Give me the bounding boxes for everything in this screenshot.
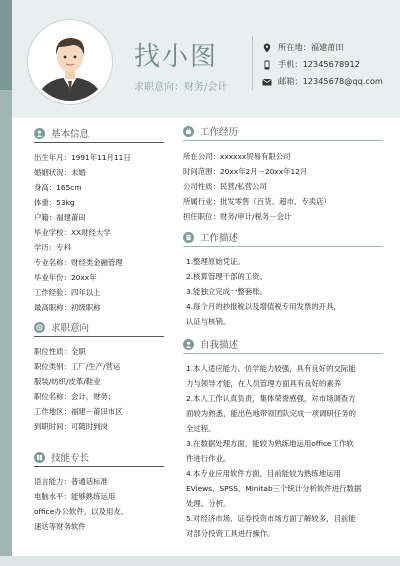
self-row: 5.对经济市场、证券投资市场方面了解较多，目前能 (186, 514, 356, 523)
contact-location-text: 所在地：福建莆田 (278, 42, 344, 52)
basic-row: 体重：53kg (34, 198, 75, 207)
intention-row: 职位性质：全职 (34, 347, 86, 356)
basic-row: 工作经验：四年以上 (34, 288, 101, 297)
avatar (28, 20, 112, 104)
description-row: 认证与核销。 (186, 317, 231, 326)
self-row: 4.本专业应用软件方面，目前能较为熟练地运用 (186, 469, 341, 478)
section-intention-rule (34, 336, 164, 337)
contact-mail (262, 76, 383, 87)
section-basic-title (34, 126, 89, 140)
contact-mail-text: 邮箱：12345678@qq.com (278, 76, 383, 86)
job-intent: 求职意向：财务/会计 (134, 82, 228, 93)
self-row: 处理、分析。 (186, 499, 231, 508)
basic-row: 婚姻状况：未婚 (34, 168, 86, 177)
section-intention-label: 求职意向 (51, 323, 90, 334)
basic-row: 身高：165cm (34, 183, 82, 192)
work-row: 担任职位：财务/审计/税务－会计 (183, 212, 292, 221)
footer-band (0, 556, 400, 566)
contact-phone-text: 手机：12345678912 (278, 59, 360, 69)
section-skills-label: 技能专长 (51, 453, 90, 464)
section-self-label: 自我描述 (200, 340, 239, 351)
description-row: 3.能独立完成一整套账。 (186, 287, 267, 296)
mail-icon (262, 77, 272, 87)
document-icon (183, 232, 194, 243)
section-description-label: 工作描述 (200, 233, 239, 244)
description-row: 2.核算管理干部的工资。 (186, 272, 267, 281)
basic-row: 最高职称：初级职称 (34, 303, 101, 312)
side-stripe (0, 0, 12, 566)
basic-row: 出生年月：1991年11月11日 (34, 153, 131, 162)
section-description-rule (183, 246, 383, 247)
self-row: 力与领导才能，在人员管理方面具有良好的素养 (186, 379, 342, 388)
person-icon (183, 339, 194, 350)
location-icon (262, 43, 272, 53)
intention-row: 职位类别：工厂/生产/营运 (34, 362, 121, 371)
section-self-rule (183, 353, 383, 354)
self-row: 3.在数据处理方面，能较为熟练地运用office工作软 (186, 439, 354, 448)
book-icon (34, 452, 45, 463)
skills-row: 语言能力：普通话标准 (34, 477, 108, 486)
description-row: 4.每个月的抄报税以及增值税专用发票的开具， (186, 302, 341, 311)
basic-row: 毕业学校：XX财经大学 (34, 228, 111, 237)
self-row: 对部分投资工具进行操作。 (186, 529, 275, 538)
intention-row: 工作地区：福建－莆田市区 (34, 407, 123, 416)
section-work-title (183, 124, 238, 138)
section-basic-rule (34, 142, 164, 143)
target-icon (34, 322, 45, 333)
skills-row: 电脑水平：能够熟练运用 (34, 492, 116, 501)
briefcase-icon (183, 126, 194, 137)
phone-icon (262, 60, 272, 70)
contact-location (262, 42, 344, 53)
intention-row: 职位名称：会计，财务； (34, 392, 116, 401)
section-intention-title (34, 320, 89, 334)
self-row: 面较为熟悉，能出色地带领团队完成一项调研任务的 (186, 409, 356, 418)
intention-row: 到职时间：可随时到岗 (34, 422, 108, 431)
person-portrait-icon (31, 23, 109, 101)
self-row: 2.本人工作认真负责，集体荣誉感强，对市场调查方 (186, 394, 356, 403)
work-row: 所属行业：批发零售（百货、超市、专卖店） (183, 197, 331, 206)
self-row: 1.本人适应能力、仿学能力较强，具有良好的交际能 (186, 364, 356, 373)
section-description-title (183, 230, 238, 244)
contact-phone (262, 59, 360, 70)
work-row: 所在公司：xxxxxx贸易有限公司 (183, 152, 291, 161)
self-row: EViews、SPSS、Minitab三个统计分析软件进行数据 (186, 484, 362, 493)
skills-row: 速达等财务软件 (34, 522, 86, 531)
section-skills-rule (34, 466, 164, 467)
self-row: 全过程。 (186, 424, 216, 433)
skills-row: office办公软件，以及用友、 (34, 507, 129, 516)
section-work-rule (183, 140, 383, 141)
section-work-label: 工作经历 (200, 127, 239, 138)
work-row: 公司性质：民营/私营公司 (183, 182, 267, 191)
section-skills-title (34, 450, 89, 464)
basic-row: 专业名称：财经类金融管理 (34, 258, 123, 267)
basic-row: 户籍：福建莆田 (34, 213, 86, 222)
header-divider (252, 36, 253, 90)
self-row: 件进行作业。 (186, 454, 231, 463)
description-row: 1.整理原始凭证。 (186, 257, 245, 266)
person-name: 找小图 (134, 42, 219, 72)
basic-row: 毕业年份：20xx年 (34, 273, 97, 282)
work-row: 时间范围：20xx年2月－20xx年12月 (183, 167, 308, 176)
intention-row: 服装/纺织/皮革/鞋业 (34, 377, 101, 386)
section-self-title (183, 337, 238, 351)
section-basic-label: 基本信息 (51, 129, 90, 140)
user-icon (34, 128, 45, 139)
basic-row: 学历：专科 (34, 243, 71, 252)
